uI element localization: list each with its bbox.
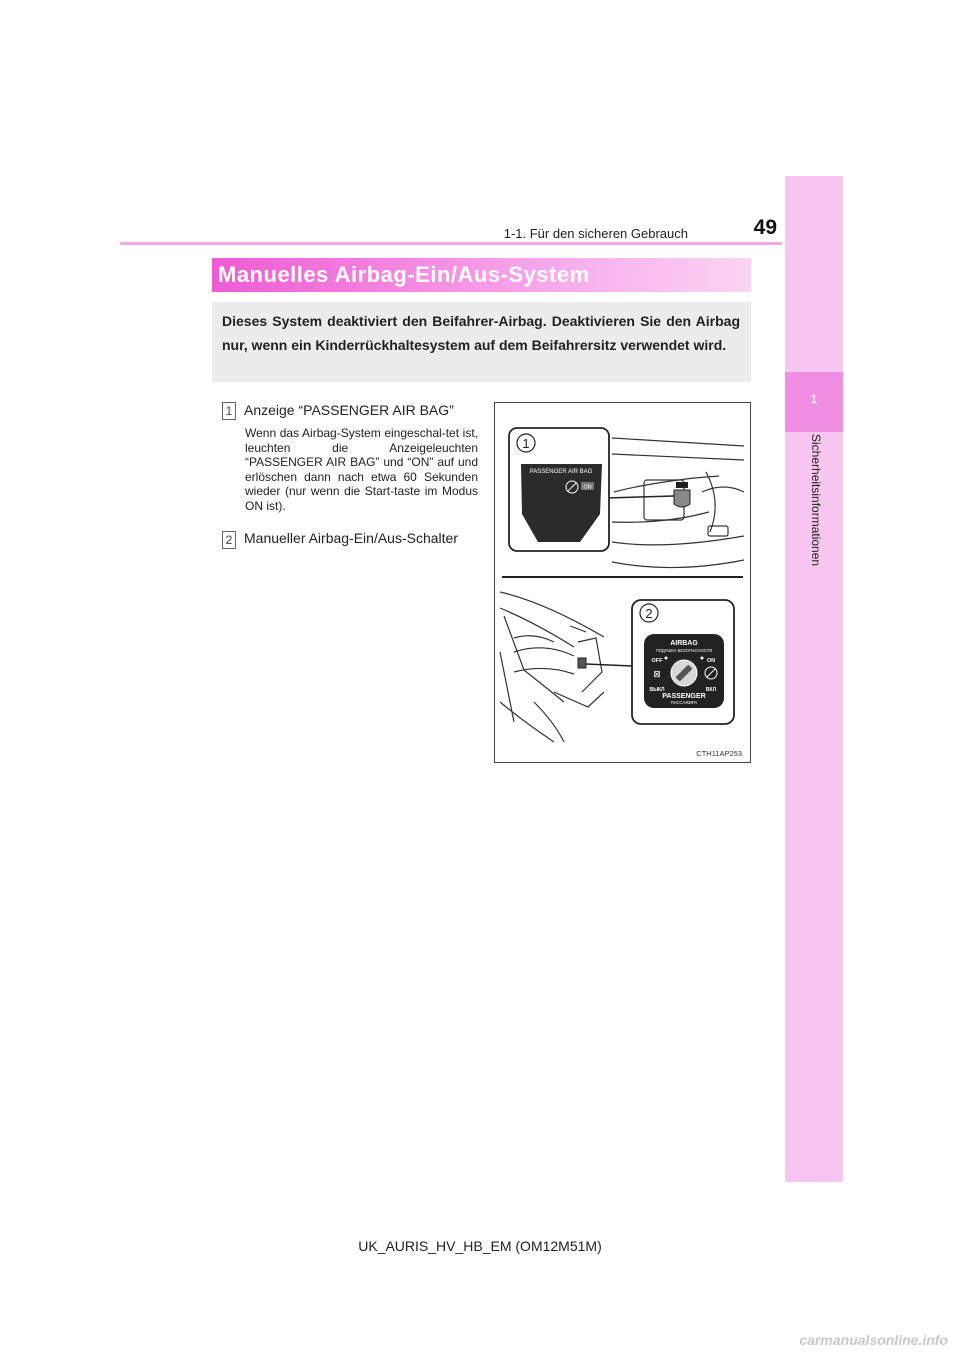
item-number-badge: 1 [222, 402, 236, 420]
callout-number-2: 2 [645, 606, 653, 621]
switch-location [578, 658, 586, 668]
side-tab-strip [785, 176, 843, 1182]
item-title: Manueller Airbag-Ein/Aus-Schalter [244, 530, 458, 546]
indicator-label: PASSENGER AIR BAG [529, 469, 593, 475]
switch-on-ru: ВКЛ [705, 687, 717, 693]
switch-airbag: AIRBAG [670, 640, 698, 647]
switch-passenger: PASSENGER [662, 693, 706, 700]
callout-number-1: 1 [522, 436, 530, 451]
watermark: carmanualsonline.info [799, 1332, 948, 1348]
side-tab-number: 1 [810, 392, 818, 406]
header-divider [120, 242, 782, 245]
item-title: Anzeige “PASSENGER AIR BAG” [244, 402, 454, 418]
section-title: 1-1. Für den sicheren Gebrauch [503, 226, 688, 241]
figure-code: CTH11AP253 [696, 749, 742, 758]
page-number: 49 [753, 216, 777, 239]
item-number-badge: 2 [222, 531, 236, 549]
indicator-on: ON [583, 484, 592, 491]
indicator-lamp [674, 482, 690, 507]
intro-text: Dieses System deaktiviert den Beifahrer-Airbag. Deaktivieren Sie den Airbag nur, wenn ein Kinderrückhaltesystem auf dem Beifahrersitz verwendet wird. [222, 313, 740, 353]
side-tab-label: Sicherheitsinformationen [809, 434, 823, 567]
document-footer: UK_AURIS_HV_HB_EM (OM12M51M) [358, 1238, 602, 1254]
passenger-off-icon: ⊠ [653, 670, 661, 680]
switch-on: ON [706, 658, 716, 664]
airbag-figure [494, 402, 751, 763]
switch-off: OFF [651, 658, 663, 664]
item-description: Wenn das Airbag-System eingeschal-tet ist, leuchten die Anzeigeleuchten “PASSENGER AIR BAG” und “ON” auf und erlöschen dann nach etwa 60 Sekunden wieder (nur wenn die Start-taste im Modus ON ist). [245, 426, 478, 513]
switch-off-ru: ВЫКЛ [649, 687, 665, 693]
page-heading: Manuelles Airbag-Ein/Aus-System [218, 262, 590, 287]
switch-passenger-ru: ПАССАЖИРА [670, 700, 698, 705]
switch-airbag-ru: ПОДУШКА БЕЗОПАСНОСТИ [655, 648, 713, 653]
